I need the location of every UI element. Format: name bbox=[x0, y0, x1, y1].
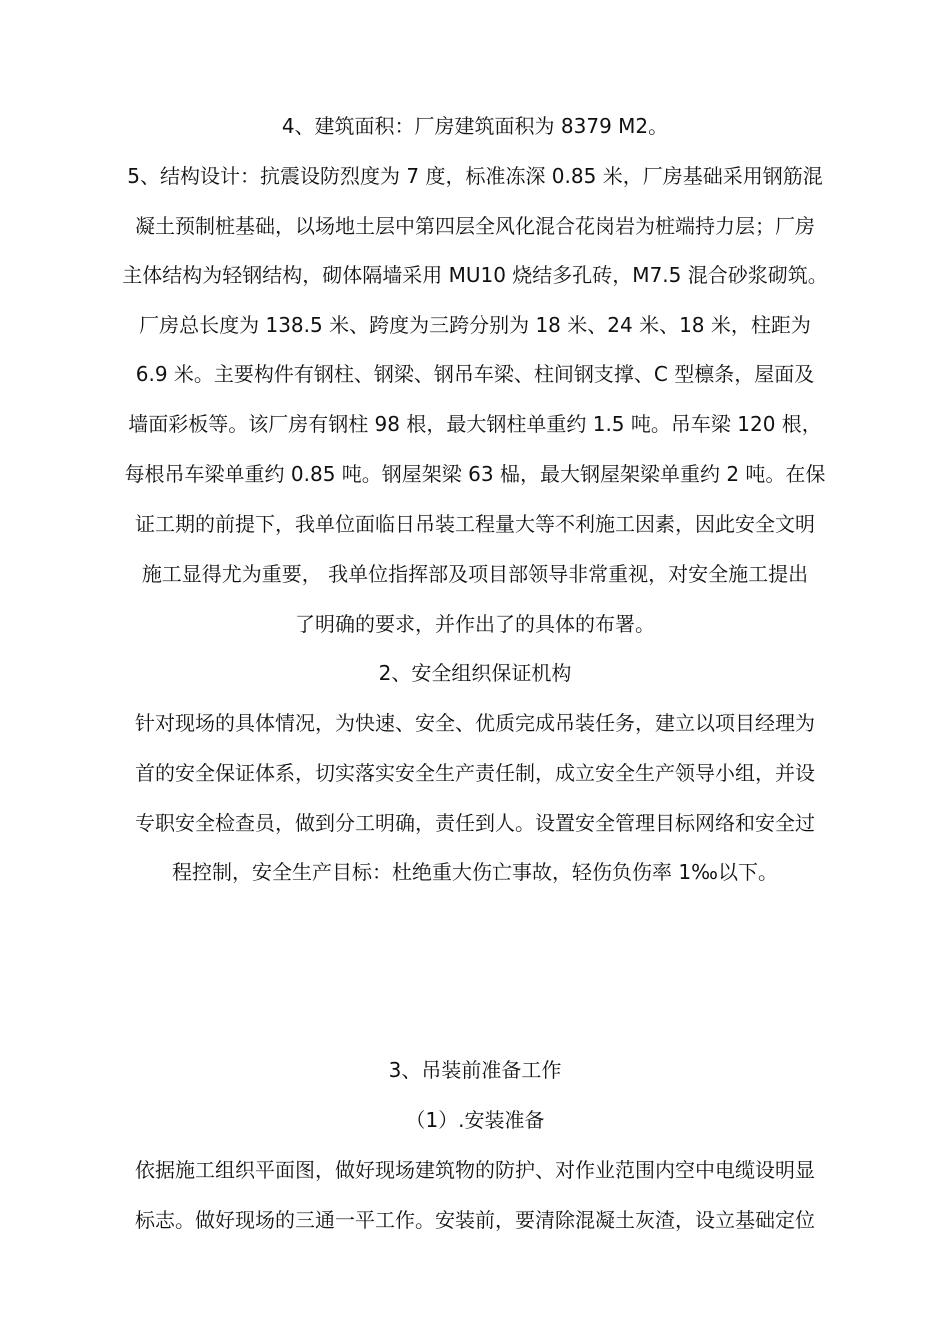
paragraph-line: 凝土预制桩基础，以场地土层中第四层全风化混合花岗岩为桩端持力层；厂房 bbox=[135, 214, 815, 238]
paragraph-line: 墙面彩板等。该厂房有钢柱 98 根，最大钢柱单重约 1.5 吨。吊车梁 120 根， bbox=[128, 412, 822, 436]
section-heading-building-area: 4、建筑面积：厂房建筑面积为 8379 M2。 bbox=[281, 114, 669, 138]
paragraph-line: 依据施工组织平面图，做好现场建筑物的防护、对作业范围内空中电缆设明显 bbox=[135, 1158, 815, 1182]
paragraph-line: 5、结构设计：抗震设防烈度为 7 度，标准冻深 0.85 米，厂房基础采用钢筋混 bbox=[127, 164, 823, 188]
paragraph-line: 专职安全检查员，做到分工明确，责任到人。设置安全管理目标网络和安全过 bbox=[135, 811, 815, 835]
paragraph-line: 首的安全保证体系，切实落实安全生产责任制，成立安全生产领导小组，并设 bbox=[135, 761, 815, 785]
paragraph-line: 施工显得尤为重要， 我单位指挥部及项目部领导非常重视，对安全施工提出 bbox=[141, 562, 809, 586]
paragraph-line: 针对现场的具体情况，为快速、安全、优质完成吊装任务，建立以项目经理为 bbox=[135, 711, 815, 735]
paragraph-line: 标志。做好现场的三通一平工作。安装前，要清除混凝土灰渣，设立基础定位 bbox=[135, 1208, 815, 1232]
section-heading-safety-organization: 2、安全组织保证机构 bbox=[378, 661, 572, 685]
section-heading-hoisting-preparation: 3、吊装前准备工作 bbox=[388, 1058, 562, 1082]
paragraph-line: 每根吊车梁单重约 0.85 吨。钢屋架梁 63 榀，最大钢屋架梁单重约 2 吨。在保 bbox=[124, 462, 826, 486]
paragraph-line: 主体结构为轻钢结构，砌体隔墙采用 MU10 烧结多孔砖，M7.5 混合砂浆砌筑。 bbox=[122, 263, 828, 287]
paragraph-line: 厂房总长度为 138.5 米、跨度为三跨分别为 18 米、24 米、18 米，柱距为 bbox=[139, 313, 811, 337]
paragraph-line: 了明确的要求，并作出了的具体的布署。 bbox=[295, 612, 655, 636]
subsection-heading-installation-preparation: （1）.安装准备 bbox=[405, 1108, 545, 1132]
paragraph-line: 证工期的前提下，我单位面临日吊装工程量大等不利施工因素，因此安全文明 bbox=[135, 512, 815, 536]
paragraph-line: 程控制，安全生产目标：杜绝重大伤亡事故，轻伤负伤率 1‰以下。 bbox=[172, 860, 778, 884]
paragraph-line: 6.9 米。主要构件有钢柱、钢梁、钢吊车梁、柱间钢支撑、C 型檩条，屋面及 bbox=[135, 362, 815, 386]
